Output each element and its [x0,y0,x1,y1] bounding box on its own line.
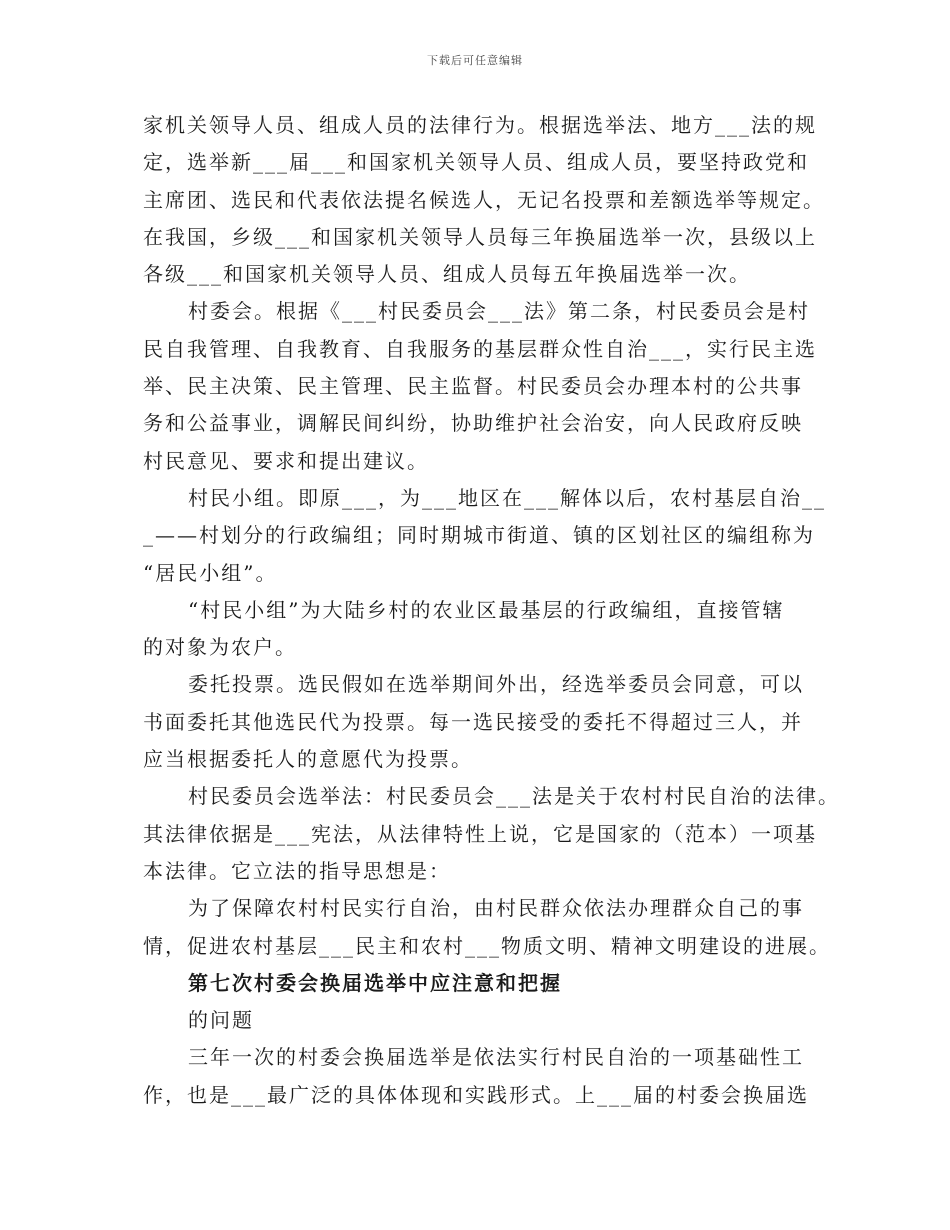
section-heading: 第七次村委会换届选举中应注意和把握 [188,970,562,995]
text-line: 民自我管理、自我教育、自我服务的基层群众性自治___，实行民主选 [143,336,817,361]
text-line: 情，促进农村基层___民主和农村___物质文明、精神文明建设的进展。 [143,933,831,958]
text-line: 举、民主决策、民主管理、民主监督。村民委员会办理本村的公共事 [143,374,803,399]
paragraph-start-line: 委托投票。选民假如在选举期间外出，经选举委员会同意，可以 [188,672,804,697]
text-line: 在我国，乡级___和国家机关领导人员每三年换届选举一次，县级以上 [143,224,817,249]
paragraph-start-line: 村民委员会选举法：村民委员会___法是关于农村村民自治的法律。 [188,784,840,809]
text-line: 主席团、选民和代表依法提名候选人，无记名投票和差额选举等规定。 [143,187,825,212]
text-line: 务和公益事业，调解民间纠纷，协助维护社会治安，向人民政府反映 [143,411,803,436]
text-line: “居民小组”。 [143,560,278,585]
text-line: 定，选举新___届___和国家机关领导人员、组成人员，要坚持政党和 [143,150,809,175]
document-body [143,107,840,1114]
text-line: 本法律。它立法的指导思想是： [143,858,451,883]
paragraph-start-line: “村民小组”为大陆乡村的农业区最基层的行政编组，直接管辖 [188,597,785,622]
paragraph-start-line: 为了保障农村村民实行自治，由村民群众依法办理群众自己的事 [188,896,804,921]
paragraph-start-line: 三年一次的村委会换届选举是依法实行村民自治的一项基础性工 [188,1045,804,1070]
paragraph-start-line: 村民小组。即原___，为___地区在___解体以后，农村基层自治__ [188,485,826,510]
paragraph-start-line: 村委会。根据《___村民委员会___法》第二条，村民委员会是村 [188,299,810,324]
text-line: 书面委托其他选民代为投票。每一选民接受的委托不得超过三人，并 [143,709,803,734]
text-line: _——村划分的行政编组；同时期城市街道、镇的区划社区的编组称为 [143,523,815,548]
text-line: 其法律依据是___宪法，从法律特性上说，它是国家的（范本）一项基 [143,821,817,846]
text-line: 的对象为农户。 [143,635,297,660]
text-line: 各级___和国家机关领导人员、组成人员每五年换届选举一次。 [143,262,751,287]
text-line: 村民意见、要求和提出建议。 [143,448,429,473]
text-line: 家机关领导人员、组成人员的法律行为。根据选举法、地方___法的规 [143,113,817,137]
text-line: 应当根据委托人的意愿代为投票。 [143,747,473,772]
text-line: 作，也是___最广泛的具体体现和实践形式。上___届的村委会换届选 [143,1082,809,1107]
section-heading-continued: 的问题 [188,1008,254,1033]
page-header: 下载后可任意编辑 [427,54,523,67]
